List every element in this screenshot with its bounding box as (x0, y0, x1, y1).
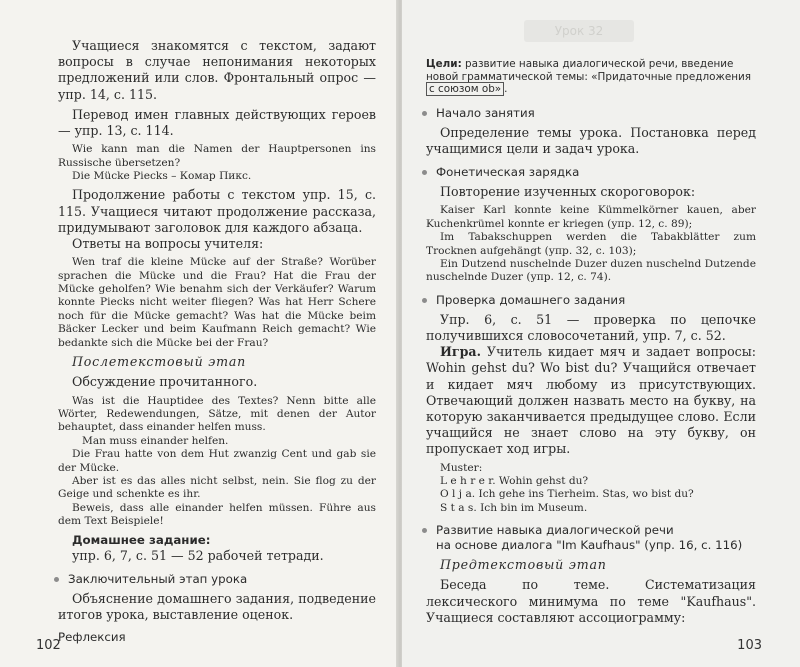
example-line: O l j a. Ich gehe ins Tierheim. Stas, wo bist du? (440, 488, 694, 501)
german-text: Aber ist es das alles nicht selbst, nein. Sie flog zu der Geige und schenkte es ihr. (58, 474, 376, 501)
left-column (58, 38, 376, 645)
german-text: Die Frau hatte von dem Hut zwanzig Cent und gab sie der Mücke. (58, 448, 376, 474)
game-label: Игра. (440, 344, 481, 360)
example-line: S t a s. Ich bin im Museum. (440, 501, 588, 514)
lesson-goals (426, 58, 756, 96)
homework-label: Домашнее задание: (72, 532, 211, 547)
paragraph: Перевод имен главных действующих героев — упр. 13, с. 114. (58, 106, 376, 139)
paragraph: Продолжение работы с текстом упр. 15, с. 115. Учащиеся читают продолжение рассказа, придумывают заголовок для каждого абзаца. (58, 187, 376, 235)
german-text: Was ist die Hauptidee des Textes? Nenn bitte alle Wörter, Redewendungen, Sätze, mit denen der Autor behauptet, dass einander helfen muss. (58, 394, 376, 434)
tongue-twister: Im Tabakschuppen werden die Tabakblätter zum Trocknen aufgehängt (упр. 32, с. 103); (426, 231, 756, 257)
german-text: Beweis, dass alle einander helfen müssen. Führe aus dem Text Beispiele! (58, 501, 376, 528)
page-number: 102 (36, 638, 61, 653)
right-page (402, 0, 800, 667)
goal-label: Цели: (426, 58, 462, 70)
goal-end: . (504, 83, 508, 96)
stage-heading: Послетекстовый этап (72, 354, 247, 370)
section-heading: Фонетическая зарядка (426, 165, 756, 180)
paragraph: Объяснение домашнего задания, подведение итогов урока, выставление оценок. (58, 590, 376, 622)
section-heading: Проверка домашнего задания (426, 293, 756, 308)
stage-heading: Предтекстовый этап (440, 557, 607, 573)
example-line: L e h r e r. Wohin gehst du? (440, 475, 589, 488)
section-heading: Начало занятия (426, 106, 756, 121)
german-text: Die Mücke Piecks – Комар Пикс. (72, 170, 252, 183)
page-number: 103 (737, 638, 762, 653)
tongue-twister: Kaiser Karl konnte keine Kümmelkörner kauen, aber Kuchenkrümel konnte er kriegen (упр. 12, с. 89); (426, 204, 756, 230)
paragraph: Учащиеся знакомятся с текстом, задают вопросы в случае непонимания некоторых предложений или слов. Фронтальный опрос — упр. 14, с. 115. (58, 38, 376, 102)
tongue-twister: Ein Dutzend nuschelnde Duzer duzen nuschelnd Dutzende nuschelnde Duzer (упр. 12, с. 74). (426, 258, 756, 284)
game-paragraph (426, 344, 756, 457)
paragraph: Упр. 6, с. 51 — проверка по цепочке получившихся словосочетаний, упр. 7, с. 52. (426, 311, 756, 344)
german-text: Wen traf die kleine Mücke auf der Straße? Worüber sprachen die Mücke und die Frau? Hat die Frau der Mücke geholfen? Wie benahm sich der Verkäufer? Warum konnte Piecks nicht weiter fliegen? Was hat Herr Schere noch für die Mücke gemacht? Was hat die Mücke beim Bäcker Lecker und beim Kaufmann Reich gemacht? Wie bedankte sich die Mücke bei der Frau? (58, 256, 376, 349)
paragraph: Обсуждение прочитанного. (72, 374, 258, 390)
lesson-header: Урок 32 (524, 20, 634, 42)
section-heading: Заключительный этап урока (58, 572, 376, 587)
right-column (426, 58, 756, 626)
paragraph: Повторение изученных скороговорок: (440, 184, 696, 200)
section-heading: Развитие навыка диалогической речи (426, 523, 756, 538)
section-heading-cont: на основе диалога "Im Kaufhaus" (упр. 16, с. 116) (436, 538, 743, 553)
goal-boxed-text: с союзом ob» (426, 82, 504, 96)
homework-text: упр. 6, 7, с. 51 — 52 рабочей тетради. (72, 547, 324, 563)
paragraph: Ответы на вопросы учителя: (72, 236, 264, 252)
reflection-heading: Рефлексия (58, 630, 126, 645)
example-label: Muster: (440, 461, 483, 474)
goal-text: развитие навыка диалогической речи, введение новой грамматической темы: «Придаточные предложения (426, 58, 752, 83)
german-text: Wie kann man die Namen der Hauptpersonen ins Russische übersetzen? (58, 143, 376, 169)
left-page (0, 0, 398, 667)
paragraph: Беседа по теме. Систематизация лексического минимума по теме "Kaufhaus". Учащиеся составляют ассоциограмму: (426, 577, 756, 625)
paragraph: Определение темы урока. Постановка перед учащимися цели и задач урока. (426, 124, 756, 156)
game-text: Учитель кидает мяч и задает вопросы: Wohin gehst du? Wo bist du? Учащийся отвечает и кидает мяч любому из присутствующих. Отвечающий должен назвать место на букву, на которую заканчивается предыдущее слово. Если учащийся не знает слово на эту букву, он пропускает ход игры. (426, 344, 756, 457)
german-text: Man muss einander helfen. (82, 434, 229, 447)
